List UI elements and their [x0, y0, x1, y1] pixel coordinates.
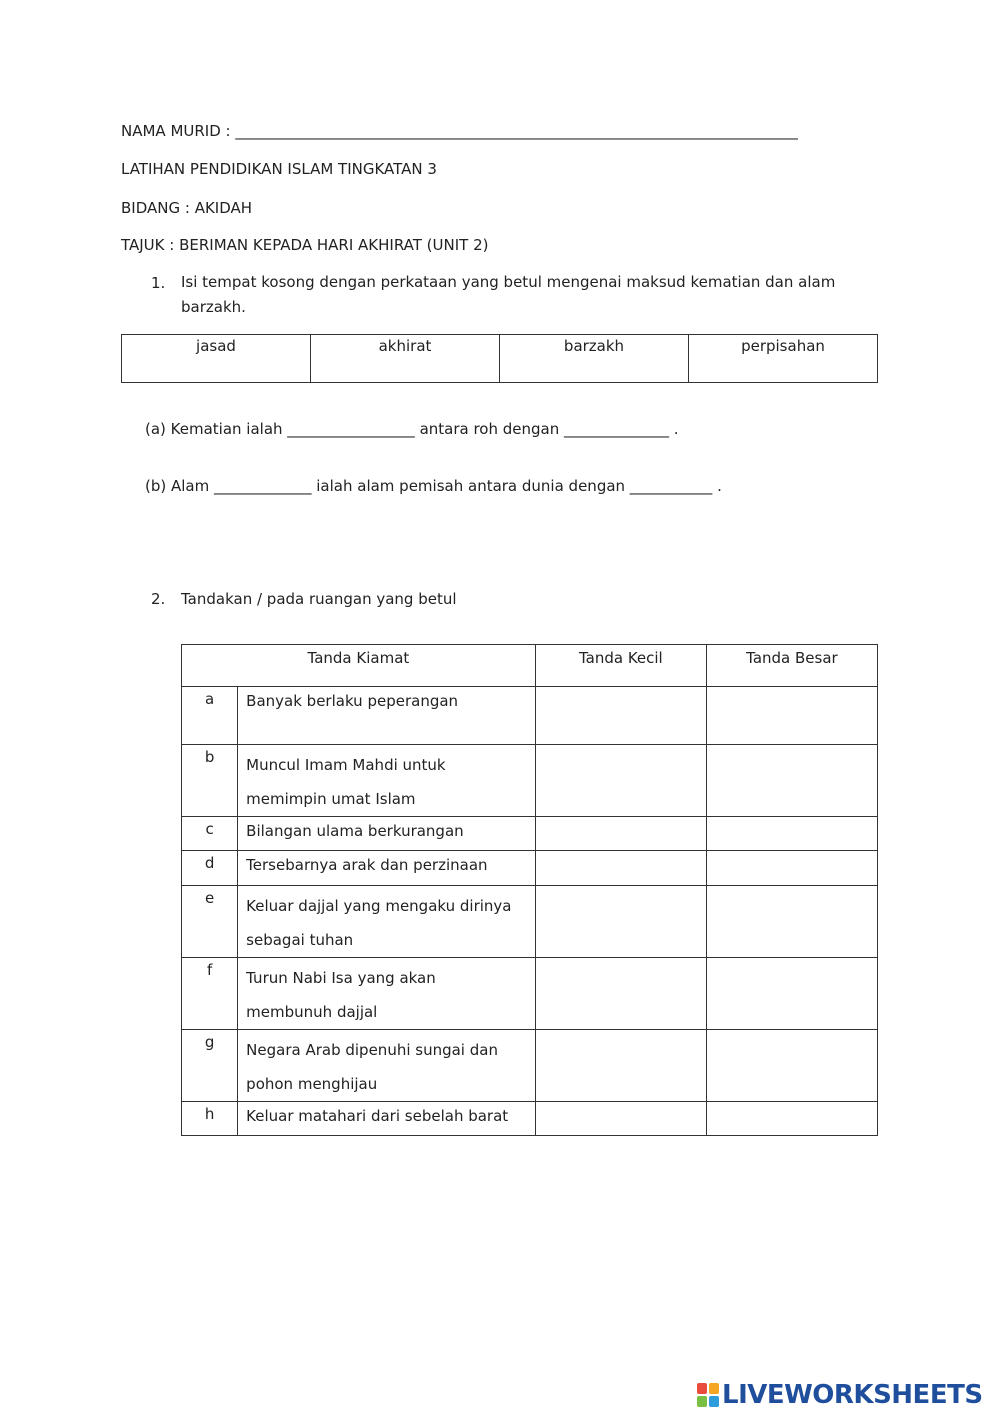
row-text: pohon menghijau [246, 1075, 378, 1093]
question-2-text: Tandakan / pada ruangan yang betul [181, 590, 457, 608]
logo-square [697, 1383, 707, 1394]
tanda-kecil-checkbox-cell[interactable] [535, 745, 706, 817]
row-label: e [182, 886, 238, 958]
tanda-besar-checkbox-cell[interactable] [706, 687, 877, 745]
tanda-besar-checkbox-cell[interactable] [706, 745, 877, 817]
row-text: Bilangan ulama berkurangan [246, 822, 464, 840]
word-bank-cell: barzakh [500, 335, 689, 383]
row-text: Muncul Imam Mahdi untuk [246, 756, 446, 774]
table-row [182, 851, 878, 886]
row-description [238, 1102, 536, 1136]
tanda-kecil-checkbox-cell[interactable] [535, 817, 706, 851]
row-description [238, 687, 536, 745]
exercise-title: LATIHAN PENDIDIKAN ISLAM TINGKATAN 3 [121, 160, 437, 178]
row-description [238, 958, 536, 1030]
row-text: Keluar matahari dari sebelah barat [246, 1107, 509, 1125]
word-bank-cell: perpisahan [689, 335, 878, 383]
row-label: a [182, 687, 238, 745]
row-text: memimpin umat Islam [246, 790, 416, 808]
row-label: d [182, 851, 238, 886]
tanda-besar-checkbox-cell[interactable] [706, 817, 877, 851]
row-text: Turun Nabi Isa yang akan [246, 969, 436, 987]
question-1-text-line2: barzakh. [181, 298, 246, 316]
header-tanda-kiamat: Tanda Kiamat [182, 645, 536, 687]
row-label: c [182, 817, 238, 851]
table-row [182, 745, 878, 817]
question-1-text-line1: Isi tempat kosong dengan perkataan yang betul mengenai maksud kematian dan alam [181, 273, 836, 291]
tanda-besar-checkbox-cell[interactable] [706, 958, 877, 1030]
tanda-kecil-checkbox-cell[interactable] [535, 1030, 706, 1102]
tanda-kecil-checkbox-cell[interactable] [535, 886, 706, 958]
question-1-text [181, 270, 835, 320]
liveworksheets-logo-icon [697, 1383, 719, 1407]
header-tanda-besar: Tanda Besar [706, 645, 877, 687]
table-row [182, 886, 878, 958]
row-description [238, 817, 536, 851]
tanda-besar-checkbox-cell[interactable] [706, 851, 877, 886]
row-text: Tersebarnya arak dan perzinaan [246, 856, 488, 874]
row-text: Banyak berlaku peperangan [246, 692, 459, 710]
row-text: membunuh dajjal [246, 1003, 378, 1021]
tanda-besar-checkbox-cell[interactable] [706, 886, 877, 958]
row-description [238, 1030, 536, 1102]
row-label: h [182, 1102, 238, 1136]
word-bank-cell: jasad [122, 335, 311, 383]
table-row [182, 1030, 878, 1102]
question-1-number: 1. [151, 274, 166, 292]
tanda-besar-checkbox-cell[interactable] [706, 1102, 877, 1136]
table-row [182, 687, 878, 745]
tanda-besar-checkbox-cell[interactable] [706, 1030, 877, 1102]
word-bank-table [121, 334, 878, 383]
question-1b: (b) Alam _____________ ialah alam pemisah antara dunia dengan ___________ . [145, 477, 722, 495]
logo-text: LIVEWORKSHEETS [722, 1380, 983, 1410]
signs-table [181, 644, 878, 1136]
liveworksheets-logo [697, 1381, 983, 1409]
row-description [238, 851, 536, 886]
tanda-kecil-checkbox-cell[interactable] [535, 687, 706, 745]
question-1a: (a) Kematian ialah _________________ antara roh dengan ______________ . [145, 420, 679, 438]
table-row [182, 958, 878, 1030]
row-description [238, 886, 536, 958]
logo-square [709, 1396, 719, 1407]
tanda-kecil-checkbox-cell[interactable] [535, 958, 706, 1030]
table-row [182, 1102, 878, 1136]
row-description [238, 745, 536, 817]
row-label: b [182, 745, 238, 817]
header-tanda-kecil: Tanda Kecil [535, 645, 706, 687]
logo-square [697, 1396, 707, 1407]
signs-table-header [182, 645, 878, 687]
row-label: f [182, 958, 238, 1030]
field-label: BIDANG : AKIDAH [121, 199, 253, 217]
row-text: Negara Arab dipenuhi sungai dan [246, 1041, 498, 1059]
row-text: Keluar dajjal yang mengaku dirinya [246, 897, 512, 915]
row-text: sebagai tuhan [246, 931, 354, 949]
topic-label: TAJUK : BERIMAN KEPADA HARI AKHIRAT (UNIT 2) [121, 236, 489, 254]
question-2-number: 2. [151, 590, 166, 608]
tanda-kecil-checkbox-cell[interactable] [535, 1102, 706, 1136]
student-name-line: NAMA MURID : ___________________________________________________________________________ [121, 122, 798, 140]
table-row [182, 817, 878, 851]
row-label: g [182, 1030, 238, 1102]
logo-square [709, 1383, 719, 1394]
tanda-kecil-checkbox-cell[interactable] [535, 851, 706, 886]
word-bank-cell: akhirat [311, 335, 500, 383]
